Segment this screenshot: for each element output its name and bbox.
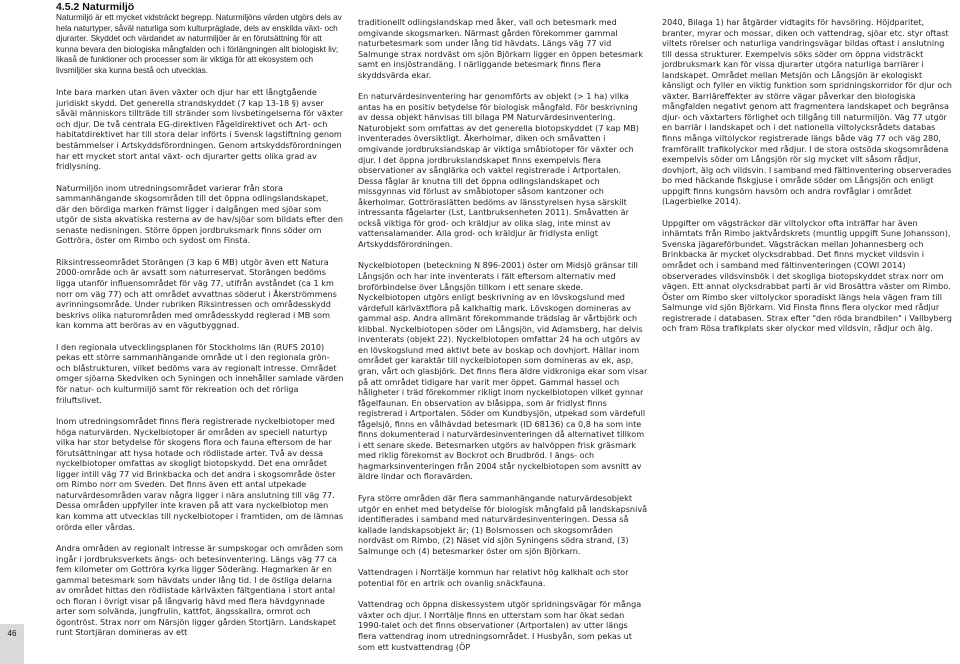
text-column-1-bottom <box>56 543 344 638</box>
section-heading: 4.5.2 Naturmiljö <box>56 1 135 13</box>
paragraph: Vattendragen i Norrtälje kommun har relativt hög kalkhalt och stor potential för en artrik och ovanlig snäckfauna. <box>358 567 629 588</box>
paragraph: I den regionala utvecklingsplanen för Stockholms län (RUFS 2010) pekas ett större sammanhängande område ut i den regionala grön- och blåstrukturen, vilket bedöms vara av regionalt intresse. Området omger sjöarna Skedviken och Syningen och innehåller samlade värden för natur- och kulturmiljö samt för rekreation och det rörliga friluftslivet. <box>56 341 344 405</box>
text-column-3 <box>662 17 952 345</box>
paragraph: Vattendrag och öppna diskessystem utgör spridningsvägar för många växter och djur. I Norrtälje finns en utterstam som har ökat sedan 1990-talet och det finns observationer (Artportalen) av utter längs flera vattendrag inom utredningsområdet. I Husbyån, som pekas ut som ett kustvattendrag (ÖP <box>358 599 642 652</box>
paragraph: traditionellt odlingslandskap med åker, vall och betesmark med omgivande skogsmarken. Närmast gården förekommer gammal naturbetesmark som under lång tid hävdats. Längs väg 77 vid Salmunge strax nordväst om sjön Björkarn ligger en öppen betesmark samt en insjöstrandäng. I närliggande betesmark finns flera skyddsvärda ekar. <box>358 17 643 80</box>
text-column-1 <box>56 13 344 543</box>
paragraph: En naturvärdesinventering har genomförts av objekt (> 1 ha) vilka antas ha en positiv betydelse för biologisk mångfald. För beskrivning av dessa objekt hänvisas till bilaga PM Naturvärdesinventering. Naturobjekt som omfattas av det generella biotopskyddet (7 kap MB) inventerades översiktligt. Åkerholmar, diken och småvatten i omgivande jordbrukslandskap är viktiga småbiotoper för växter och djur. I det öppna jordbrukslandskapet finns exempelvis flera observationer av sånglärka och vaktel registrerade i Artportalen. Dessa fåglar är knutna till det öppna odlingslandskapet och missgynnas vid förlust av småbiotoper såsom kantzoner och åkerholmar. Gottröraslätten bedöms av länsstyrelsen hysa särskilt intressanta fågelarter (Lst, Lantbruksenheten 2011). Småvatten är också viktiga för grod- och kräldjur av olika slag, inte minst av vattensalamander. Alla grod- och kräldjur är fridlysta enligt Artskyddsförordningen. <box>358 91 639 249</box>
paragraph: Nyckelbiotopen (beteckning N 896-2001) öster om Midsjö gränsar till Långsjön och har inte inventerats i fält eftersom alternativ med broförbindelse över Långsjön tillkom i ett senare skede. Nyckelbiotopen utgörs enligt beskrivning av en lövskogslund med värdefull kärlväxtflora på kalkhaltig mark. Lövskogen domineras av gammal asp. Andra allmänt förekommande trädslag är vårtbjörk och klibbal. Nyckelbiotopen söder om Långsjön, vid Adamsberg, har delvis inventerats (objekt 22). Nyckelbiotopen omfattar 24 ha och utgörs av en lövskogslund med aktivt bete av boskap och dovhjort. Hällar inom området ger karaktär till nyckelbiotopen som domineras av ek, asp, gran, vårt och glasbjörk. Det finns flera äldre vidkroniga ekar som visar på att området tidigare har varit mer öppet. Gammal hassel och håligheter i träd förekommer rikligt inom nyckelbiotopen vilket gynnar fågelfaunan. En observation av blåsippa, som är fridlyst finns registrerad i Artportalen. Söder om Kundbysjön, utpekad som värdefull fågelsjö, finns en vålhävdad betesmark (ID 68136) ca 0,8 ha som inte finns dokumenterad i naturvärdesinventeringen då alternativet tillkom i ett senare skede. Betesmarken utgörs av halvöppen frisk gräsmark med riklig förekomst av Bockrot och Brudbröd. I ängs- och hagmarksinventeringen från 2004 står nyckelbiotopen som avsnitt av äldre lindar och floravärden. <box>358 260 648 482</box>
paragraph: Andra områden av regionalt intresse är sumpskogar och områden som ingår i jordbruksverkets ängs- och betesinventering. Längs väg 77 ca fem kilometer om Gottröra kyrka ligger Söderäng. Hagmarken är en gammal betesmark som hävdats under lång tid. I de östliga delarna av området hittas den rödlistade kärlväxten fältgentiana i stort antal och floran i övrigt visar på långvarig hävd med flera hävdgynnade arter som solvända, jungfrulin, kattfot, ängsskallra, ormrot och ögontröst. Strax norr om Närsjön ligger gården Stortjärn. Landskapet runt Stortjäran domineras av ett <box>56 543 344 638</box>
paragraph: Naturmiljön inom utredningsområdet varierar från stora sammanhängande skogsområden till det öppna odlingslandskapet, där den bördiga marken främst ligger i dalgången med sjöar som utgör de sista akvatiska resterna av de hav/sjöar som bildats efter den senaste nedisningen. Större öppen jordbruksmark finns söder om Gottröra, öster om Rimbo och sydost om Finsta. <box>56 182 344 246</box>
paragraph: 2040, Bilaga 1) har åtgärder vidtagits för havsöring. Höjdparitet, branter, myrar och mossar, diken och vattendrag, sjöar etc. styr oftast viltets rörelser och naturliga vandringsvägar bildas oftast i anslutning till dessa strukturer. Exempelvis söks söder om öppna vidsträckt jordbruksmark kan för vissa djurarter utgöra naturliga barriärer i landskapet. Området mellan Metsjön och Långsjön är ekologiskt känsligt och fyller en viktig funktion som spridningskorridor för djur och växter. Barriäreffekter av större vägar påverkar den biologiska mångfalden negativt genom att fragmentera landskapet och begränsa djur- och växtarters förlighet och tillgång till naturmiljön. Väg 77 utgör en barriär i landskapet och i det nationella viltolycksrådets databas finns många viltolyckor registrerade längs både väg 77 och väg 280, framförallt trafikolyckor med rådjur. I de stora ostsöda skogsområdena exempelvis söder om Långsjön rör sig mycket vilt såsom rådjur, dovhjort, älg och vildsvin. I samband med fältinventering observerades bo med häckande fiskgjuse i område söder om Långsjön och enligt uppgift finns kungsörn havsörn och andra rovfåglar i området (Lagerbielke 2014). <box>662 17 952 207</box>
text-column-2 <box>358 17 648 663</box>
paragraph-intro: Naturmiljö är ett mycket vidsträckt begrepp. Naturmiljöns värden utgörs dels av hela naturtyper, såväl naturliga som kulturpräglade, dels av enskilda växt- och djurarter. Skyddet och värdandet av naturmiljöer är en förutsättning för att kunna bevara den biologiska mångfalden och i förlängningen allt biologiskt liv; likaså de funktioner och processer som är viktiga för att ekosystem och livsmiljöer ska kunna bestå och utvecklas. <box>56 13 342 75</box>
paragraph: Fyra större områden där flera sammanhängande naturvärdesobjekt utgör en enhet med betydelse för biologisk mångfald på landskapsnivå identifierades i samband med naturvärdesinventeringen. Dessa så kallade landskapsobjekt är; (1) Bolsmossen och skogsområden nordväst om Rimbo, (2) Näset vid sjön Syningens södra strand, (3) Salmunge och (4) betesmarker öster om sjön Björkarn. <box>358 492 648 556</box>
page-number: 46 <box>0 624 24 664</box>
paragraph: Riksintresseområdet Storängen (3 kap 6 MB) utgör även ett Natura 2000-område och är avsatt som naturreservat. Storängen bedöms ligga utanför influensområdet för väg 77, utifrån avståndet (ca 1 km norr om väg 77) och att området avvattnas söderut i Åkerströmmens avrinningsområde. Under rubriken Riksintressen och områdesskydd beskrivs olika naturområden med områdesskydd reglerad i MB som kan komma att beröras av en vägutbyggnad. <box>56 256 337 331</box>
paragraph: Inom utredningsområdet finns flera registrerade nyckelbiotoper med höga naturvärden. Nyckelbiotoper är områden av speciell naturtyp vilka har stor betydelse för skogens flora och fauna eftersom de har förutsättningar att hysa hotade och rödlistade arter. Två av dessa nyckelbiotoper omfattas av skogligt biotopskydd. Det ena området ligger intill väg 77 vid Brinkbacka och det andra i skogsområde öster om Rimbo norr om Sveden. Det finns även ett antal utpekade naturvärdesområden varav några ligger i nära anslutning till väg 77. Dessa områden uppfyller inte kraven på att vara nyckelbiotop men kan komma att utvecklas till nyckelbiotoper i framtiden, om de lämnas orörda eller vårdas. <box>56 416 344 532</box>
paragraph: Uppgifter om vägsträckor där viltolyckor ofta inträffar har även inhämtats från Rimbo jaktvårdskrets (muntlig uppgift Sune Johansson), Svenska jägareförbundet. Vägsträckan mellan Johannesberg och Brinkbacka är mycket olycksdrabbad. Det finns mycket vildsvin i området och i samband med fältinventeringen (COWI 2014) observerades vildsvinsbök i det skogliga biotopskyddet strax norr om vägen. Ett annat olycksdrabbat parti är vid Brosättra väster om Rimbo. Öster om Rimbo sker viltolyckor sporadiskt längs hela vägen fram till Salmunge vid sjön Björkarn. Vid Finsta finns flera olyckor med rådjur registrerade i databasen. Strax efter "den röda brandbilen" i Vallbyberg och fram Rösa trafikplats sker olyckor med vildsvin, rådjur och älg. <box>662 217 952 334</box>
paragraph: Inte bara marken utan även växter och djur har ett långtgående juridiskt skydd. Det generella strandskyddet (7 kap 13-18 §) avser såväl människors tillträde till stränder som livsbetingelserna för växter och djur. De två centrala EG-direktiven Fågeldirektivet och Art- och habitatdirektivet har till stora delar införts i Svensk lagstiftning genom bestämmelser i Artskyddsförordningen. Genom artskyddsförordningen har ett mycket stort antal växt- och djurarter getts olika grad av fridlysning. <box>56 87 344 172</box>
